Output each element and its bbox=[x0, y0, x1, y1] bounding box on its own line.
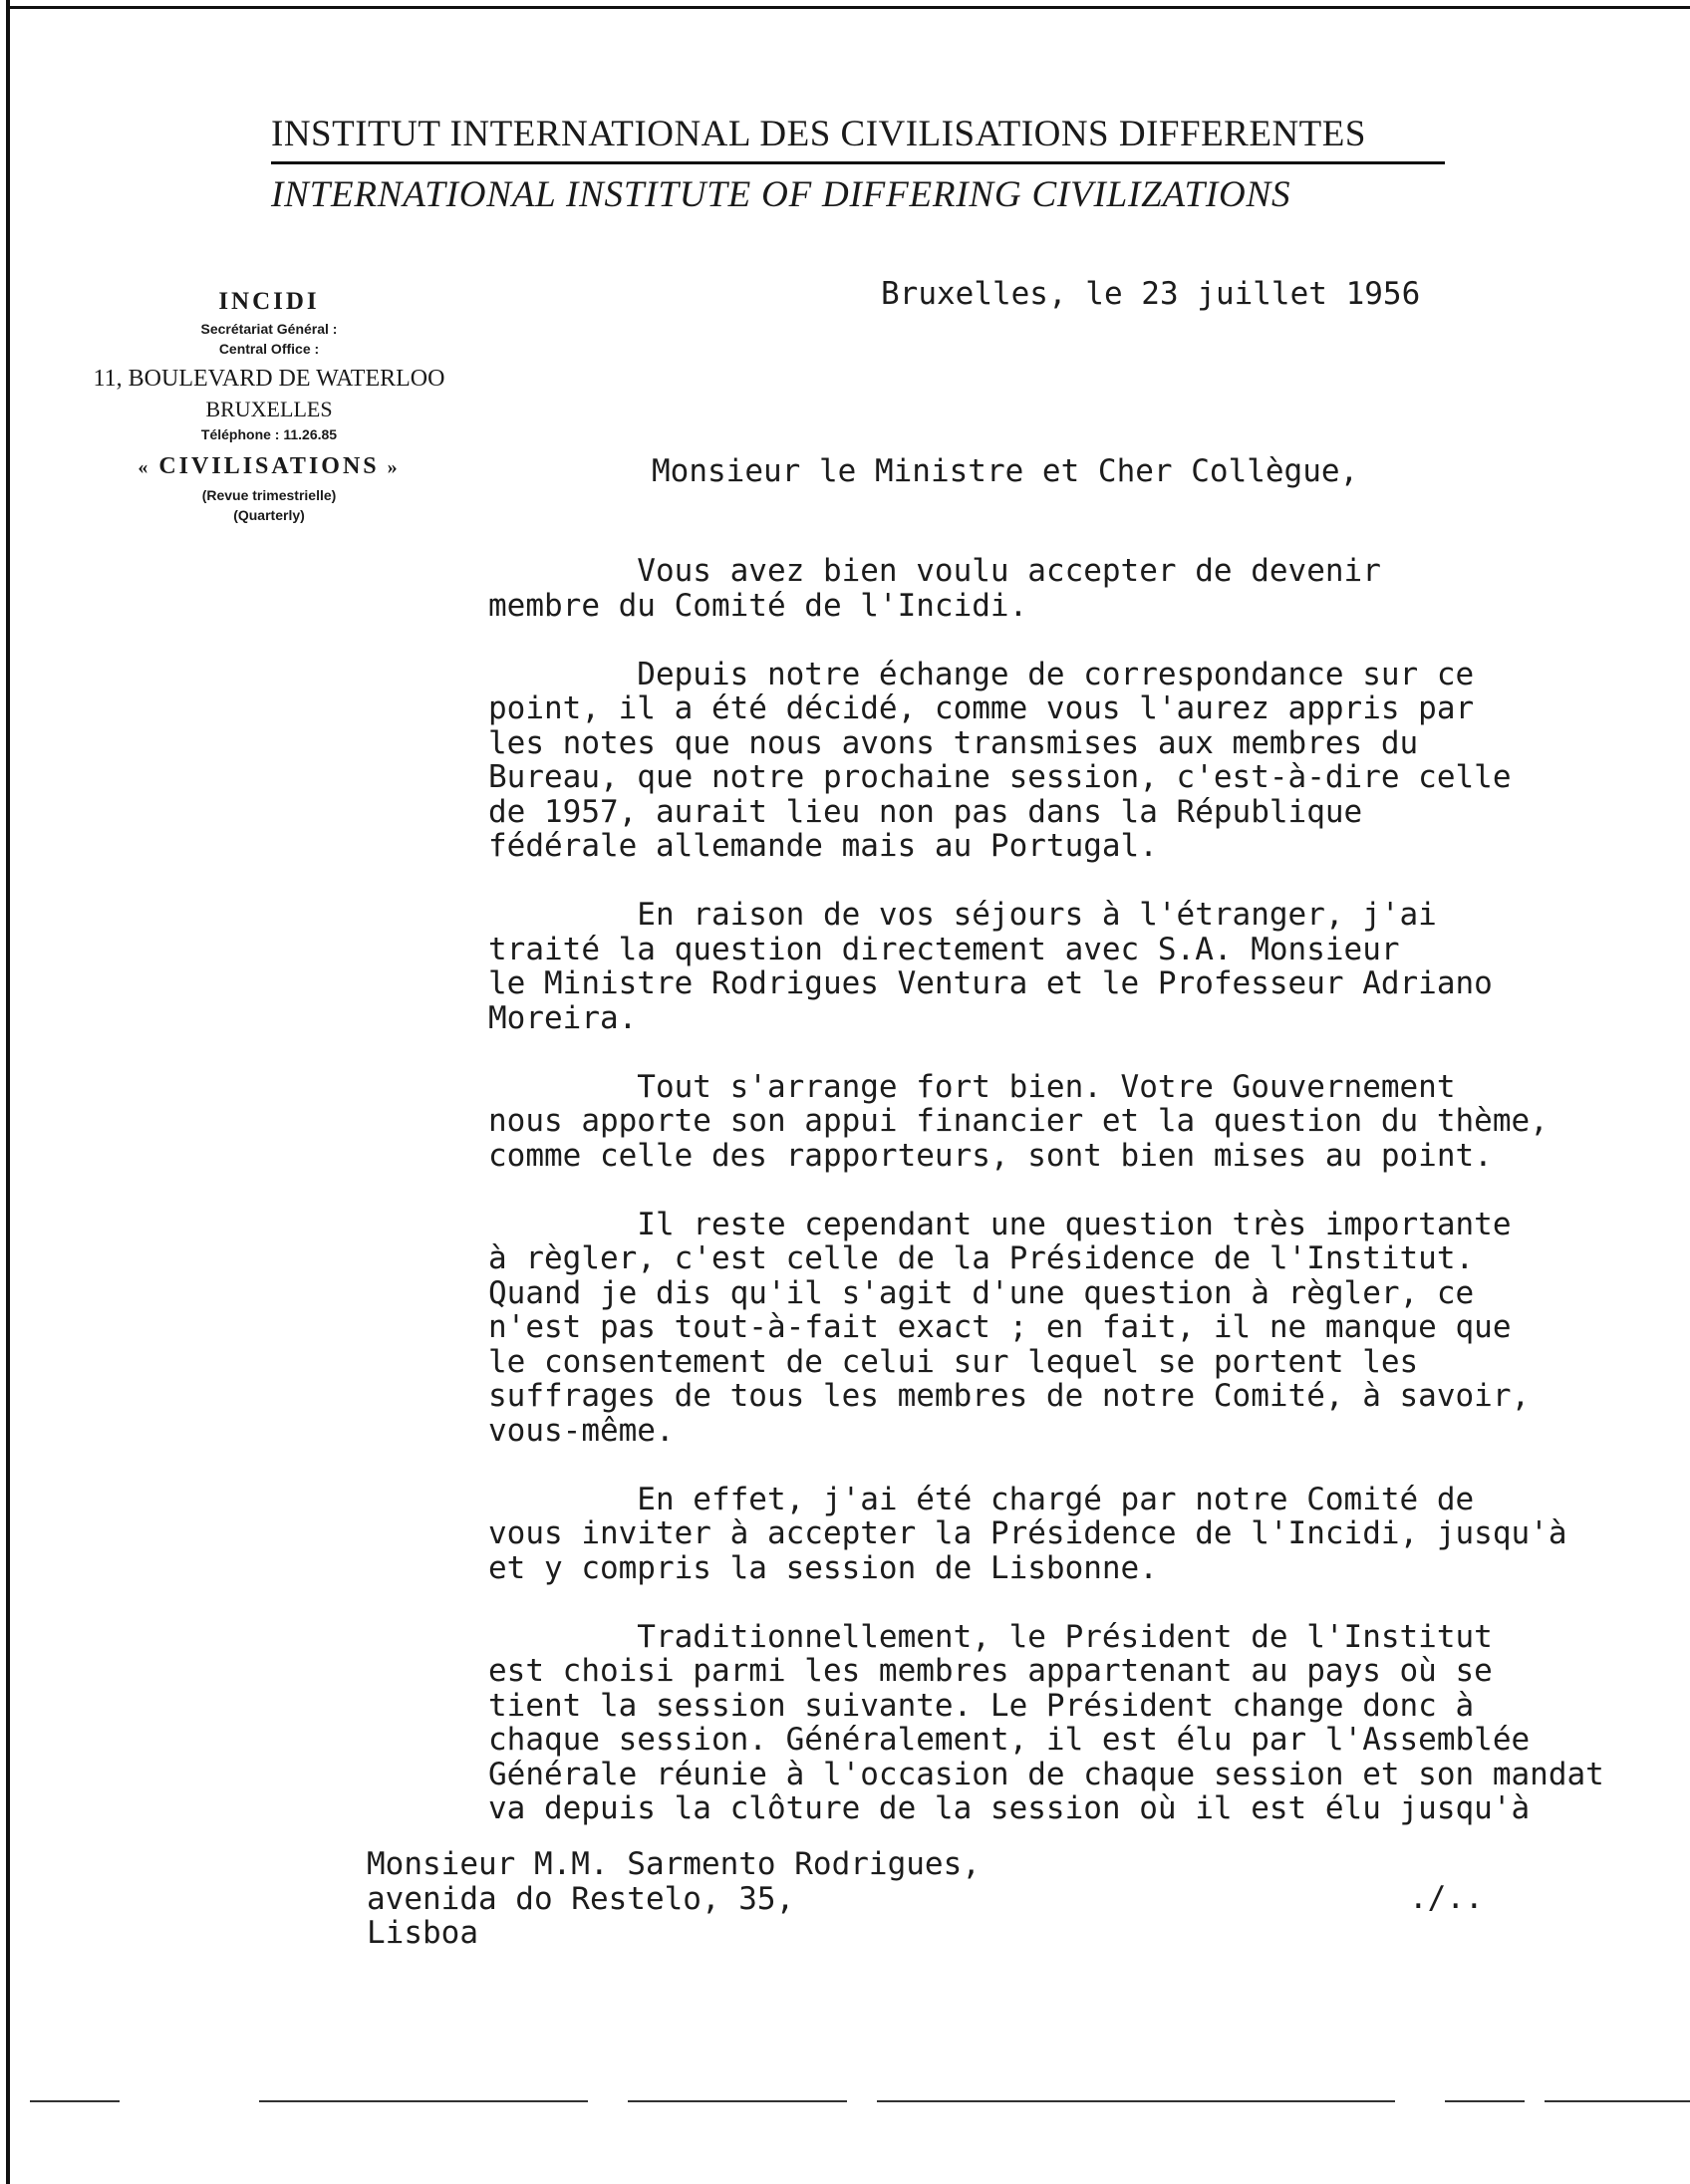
sender-review-english: (Quarterly) bbox=[233, 507, 305, 523]
sender-review-title: CIVILISATIONS bbox=[158, 453, 380, 479]
sender-review-french: (Revue trimestrielle) bbox=[201, 487, 337, 503]
sender-city: BRUXELLES bbox=[205, 397, 333, 421]
footer-dash-line bbox=[30, 2100, 1684, 2103]
page-border-left bbox=[6, 0, 10, 2184]
letter-body bbox=[488, 554, 1604, 1826]
sender-details bbox=[60, 285, 478, 525]
letter-date: Bruxelles, le 23 juillet 1956 bbox=[881, 276, 1421, 312]
addressee-line: Monsieur M.M. Sarmento Rodrigues, bbox=[367, 1846, 981, 1882]
footer-dash bbox=[1545, 2100, 1690, 2102]
continued-marker: ./.. bbox=[1409, 1880, 1484, 1916]
body-paragraph: Traditionnellement, le Président de l'Institut est choisi parmi les membres appartenant au pays où se tient la session suivante. Le Président change donc à chaque session. Généralement, il est élu par l'Assemblée Générale réunie à l'occasion de chaque session et son mandat va depuis la clôture de la session où il est élu jusqu'à bbox=[488, 1618, 1604, 1826]
body-paragraph: En effet, j'ai été chargé par notre Comité de vous inviter à accepter la Présidence de l'Incidi, jusqu'à et y compris la session de Lisbonne. bbox=[488, 1481, 1567, 1586]
page-border-top bbox=[6, 6, 1690, 9]
footer-dash bbox=[628, 2100, 847, 2102]
letterhead-rule bbox=[271, 161, 1445, 164]
letterhead-title-english: INTERNATIONAL INSTITUTE OF DIFFERING CIVILIZATIONS bbox=[271, 174, 1291, 215]
sender-org: INCIDI bbox=[218, 288, 320, 315]
letter-salutation: Monsieur le Ministre et Cher Collègue, bbox=[652, 453, 1359, 489]
footer-dash bbox=[1445, 2100, 1525, 2102]
sender-central-office: Central Office : bbox=[218, 341, 320, 357]
body-paragraph: Tout s'arrange fort bien. Votre Gouvernement nous apporte son appui financier et la question du thème, comme celle des rapporteurs, sont bien mises au point. bbox=[488, 1068, 1549, 1174]
letterhead-title-french: INSTITUT INTERNATIONAL DES CIVILISATIONS DIFFERENTES bbox=[271, 114, 1366, 154]
letterhead bbox=[271, 112, 1447, 218]
footer-dash bbox=[259, 2100, 588, 2102]
footer-dash bbox=[877, 2100, 1395, 2102]
body-paragraph: Il reste cependant une question très importante à règler, c'est celle de la Présidence de l'Institut. Quand je dis qu'il s'agit d'une question à règler, ce n'est pas tout-à-fait exact ; en fait, il ne manque que le consentement de celui sur lequel se portent les suffrages de tous les membres de notre Comité, à savoir, vous-même. bbox=[488, 1206, 1531, 1449]
addressee-line: Lisboa bbox=[367, 1915, 478, 1951]
body-paragraph: Depuis notre échange de correspondance sur ce point, il a été décidé, comme vous l'aurez appris par les notes que nous avons transmises aux membres du Bureau, que notre prochaine session, c'est-à-dire celle de 1957, aurait lieu non pas dans la République fédérale allemande mais au Portugal. bbox=[488, 656, 1512, 864]
sender-review: « CIVILISATIONS » bbox=[138, 453, 401, 479]
body-paragraph: En raison de vos séjours à l'étranger, j'ai traité la question directement avec S.A. Monsieur le Ministre Rodrigues Ventura et le Professeur Adriano Moreira. bbox=[488, 897, 1493, 1036]
sender-secretariat: Secrétariat Général : bbox=[200, 321, 338, 337]
addressee-line: avenida do Restelo, 35, bbox=[367, 1880, 795, 1917]
body-paragraph: Vous avez bien voulu accepter de devenir membre du Comité de l'Incidi. bbox=[488, 553, 1381, 624]
sender-telephone: Téléphone : 11.26.85 bbox=[200, 426, 338, 442]
addressee-block bbox=[367, 1847, 981, 1951]
sender-street: 11, BOULEVARD DE WATERLOO bbox=[93, 366, 445, 392]
footer-dash bbox=[30, 2100, 120, 2102]
